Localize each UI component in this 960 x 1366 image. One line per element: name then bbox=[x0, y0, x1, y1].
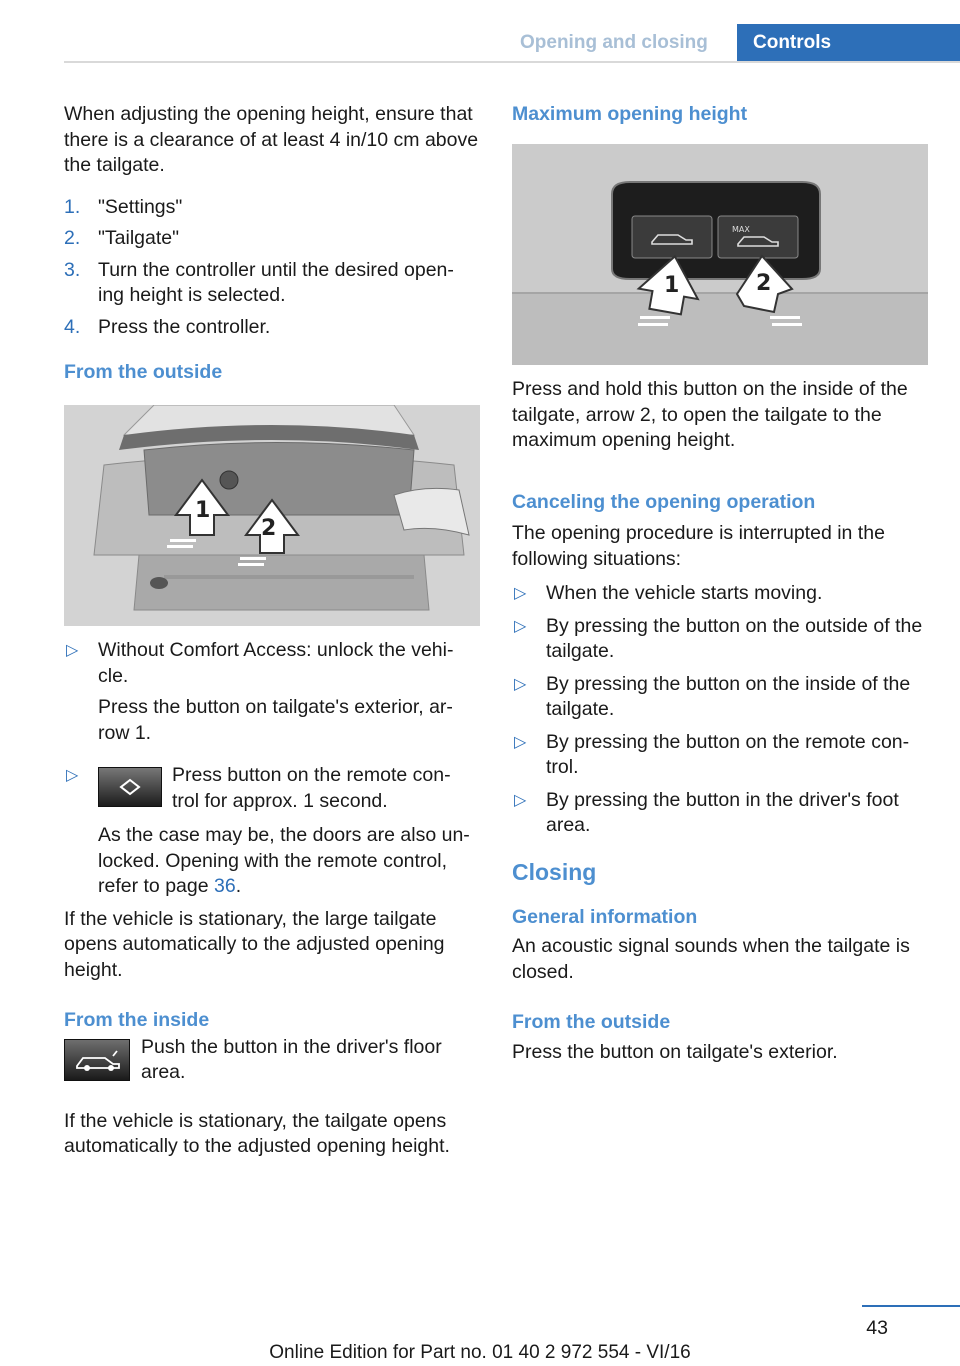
list-item bbox=[64, 315, 480, 341]
cancel-item-text: By pressing the button on the remote con‐ trol. bbox=[546, 730, 910, 778]
header-rule bbox=[64, 61, 960, 63]
from-inside-heading: From the inside bbox=[64, 1009, 210, 1031]
footer-edition-text: Online Edition for Part no. 01 40 2 972 554 - VI/16 bbox=[269, 1342, 691, 1363]
remote-button-row bbox=[98, 763, 480, 817]
header-section-title: Opening and closing bbox=[520, 32, 708, 53]
list-item bbox=[512, 672, 928, 723]
list-item bbox=[64, 195, 480, 221]
step-number: 1. bbox=[64, 195, 81, 218]
right-column-lower bbox=[512, 377, 928, 1065]
cancel-heading: Canceling the opening operation bbox=[512, 490, 816, 513]
tailgate-inside-illustration bbox=[512, 144, 928, 365]
triangle-bullet-icon: ▷ bbox=[514, 617, 527, 635]
cancel-text: The opening procedure is interrupted in the following situations: bbox=[512, 522, 885, 570]
remote-tailgate-button-icon bbox=[98, 767, 162, 807]
list-item bbox=[64, 638, 480, 746]
header-tab-controls: Controls bbox=[737, 24, 960, 62]
list-item bbox=[512, 581, 928, 607]
step-text: "Settings" bbox=[98, 195, 183, 218]
max-height-heading: Maximum opening height bbox=[512, 103, 748, 125]
inside-button-row bbox=[64, 1035, 480, 1089]
stationary-text: If the vehicle is stationary, the large tailgate opens automatically to the adjusted opening height. bbox=[64, 907, 445, 981]
list-item bbox=[64, 226, 480, 252]
car-rear-drawing bbox=[64, 405, 480, 626]
page-reference-link[interactable]: 36 bbox=[214, 875, 236, 897]
footer-rule bbox=[862, 1305, 960, 1307]
triangle-bullet-icon: ▷ bbox=[66, 642, 79, 659]
intro-text: When adjusting the opening height, ensure that there is a clearance of at least 4 in/10 cm above the tailgate. bbox=[64, 103, 479, 176]
arrow-label-2: 2 bbox=[261, 516, 277, 541]
max-height-text: Press and hold this button on the inside of the tailgate, arrow 2, to open the tailgate to the maximum opening height. bbox=[512, 378, 908, 451]
cancel-item-text: By pressing the button on the inside of the tailgate. bbox=[546, 672, 911, 720]
tailgate-exterior-illustration bbox=[64, 405, 480, 626]
button-panel-drawing bbox=[512, 144, 928, 365]
step-text: Press the controller. bbox=[98, 315, 271, 338]
cancel-item-text: By pressing the button in the driver's foot area. bbox=[546, 788, 899, 836]
step-number: 2. bbox=[64, 227, 81, 249]
bullet-subtext: Press the button on tailgate's exterior, ar‐ row 1. bbox=[98, 696, 453, 744]
triangle-bullet-icon: ▷ bbox=[514, 791, 527, 809]
page-number: 43 bbox=[866, 1317, 888, 1339]
right-column bbox=[512, 102, 928, 128]
bullet-text: Without Comfort Access: unlock the vehi‐ cle. bbox=[98, 639, 454, 687]
remote-button-text: Press button on the remote con‐ trol for approx. 1 second. bbox=[172, 764, 451, 812]
step-text: "Tailgate" bbox=[98, 227, 180, 249]
from-outside-heading: From the outside bbox=[64, 361, 223, 383]
closing-heading: Closing bbox=[512, 858, 597, 885]
max-label: MAX bbox=[732, 225, 750, 234]
triangle-bullet-icon: ▷ bbox=[514, 585, 527, 602]
cancel-item-text: By pressing the button on the outside of the tailgate. bbox=[546, 614, 923, 662]
list-item bbox=[64, 258, 480, 309]
close-outside-text: Press the button on tailgate's exterior. bbox=[512, 1040, 838, 1063]
cancel-item-text: When the vehicle starts moving. bbox=[546, 582, 823, 604]
list-item bbox=[512, 614, 928, 665]
list-item bbox=[64, 763, 480, 900]
step-text: Turn the controller until the desired open‐ ing height is selected. bbox=[98, 258, 454, 306]
list-item bbox=[512, 788, 928, 839]
outside-bullets bbox=[64, 638, 480, 746]
triangle-bullet-icon: ▷ bbox=[514, 733, 527, 751]
inside-button-text: Push the button in the driver's floor area. bbox=[141, 1035, 442, 1083]
general-info-text: An acoustic signal sounds when the tailgate is closed. bbox=[512, 935, 910, 983]
inside-stationary-text: If the vehicle is stationary, the tailgate opens automatically to the adjusted opening height. bbox=[64, 1109, 450, 1157]
arrow-label-1: 1 bbox=[664, 273, 680, 298]
remote-subtext: As the case may be, the doors are also un‐ locked. Opening with the remote control, refer to page bbox=[98, 824, 470, 897]
general-info-heading: General information bbox=[512, 905, 698, 928]
step-number: 4. bbox=[64, 315, 81, 338]
left-column-lower bbox=[64, 638, 480, 1160]
triangle-bullet-icon: ▷ bbox=[66, 767, 79, 784]
arrow-label-2: 2 bbox=[756, 271, 772, 296]
steps-list bbox=[64, 195, 480, 341]
triangle-bullet-icon: ▷ bbox=[514, 675, 527, 693]
arrow-label-1: 1 bbox=[195, 498, 211, 523]
step-number: 3. bbox=[64, 258, 81, 281]
list-item bbox=[512, 730, 928, 781]
floor-tailgate-button-icon bbox=[64, 1039, 130, 1081]
cancel-list bbox=[512, 581, 928, 839]
close-outside-heading: From the outside bbox=[512, 1011, 671, 1033]
left-column bbox=[64, 102, 480, 386]
remote-bullets bbox=[64, 763, 480, 900]
remote-subtext-end: . bbox=[235, 875, 242, 897]
